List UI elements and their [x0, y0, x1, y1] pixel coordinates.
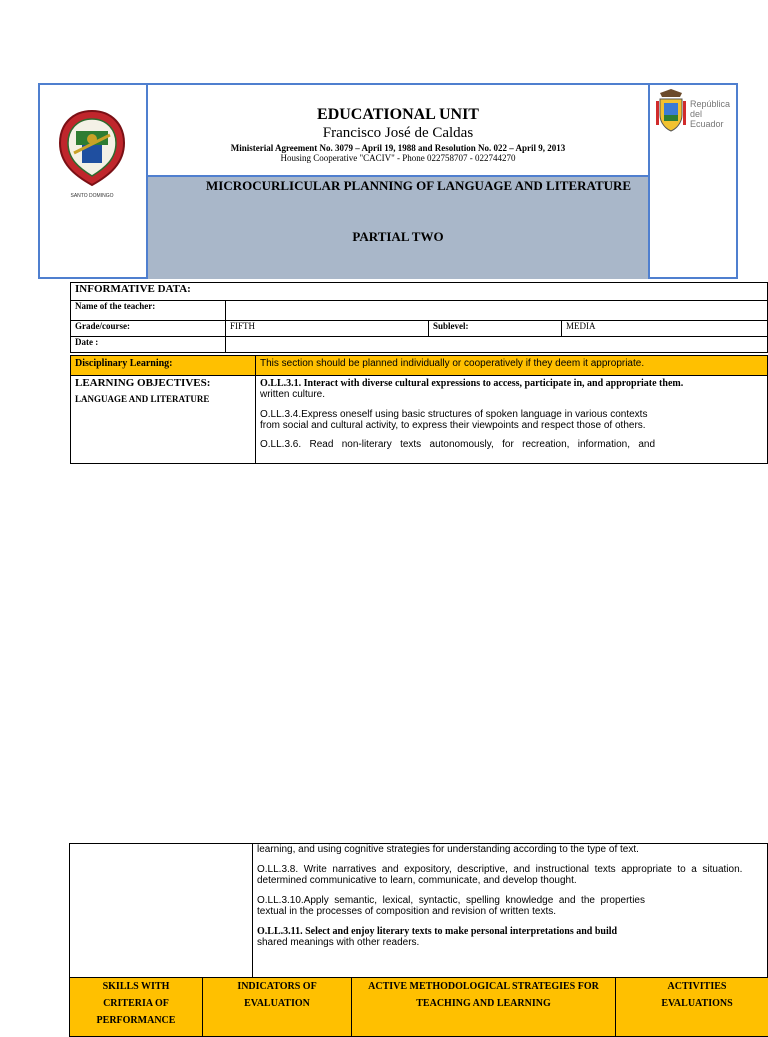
continued-table — [69, 843, 768, 978]
skills-header — [70, 978, 203, 1037]
objectives-label-cell — [71, 376, 256, 464]
obj3-line1: O.LL.3.6. Read non-literary texts autonomously, for recreation, information, and — [260, 439, 763, 450]
teacher-value[interactable] — [226, 301, 768, 321]
strategies-header-line2: TEACHING AND LEARNING — [356, 995, 611, 1012]
flag-text-line1: República — [690, 99, 738, 109]
obj6-bold: O.LL.3.11. Select and enjoy literary texts to make personal interpretations and build — [257, 926, 763, 937]
obj3-line2: learning, and using cognitive strategies for understanding according to the type of text. — [257, 844, 763, 855]
strategies-header — [352, 978, 616, 1037]
agreement-text: Ministerial Agreement No. 3079 – April 19, 1988 and Resolution No. 022 – April 9, 2013 — [148, 143, 648, 153]
planning-title: MICROCURLICULAR PLANNING OF LANGUAGE AND LITERATURE — [206, 178, 631, 194]
continued-left-cell — [70, 844, 253, 978]
disciplinary-text: This section should be planned individually or cooperatively if they deem it appropriate. — [256, 356, 768, 376]
indicators-header — [203, 978, 352, 1037]
objectives-text-cell — [256, 376, 768, 464]
obj5-line2: textual in the processes of composition and revision of written texts. — [257, 906, 763, 917]
sublevel-value: MEDIA — [562, 321, 768, 337]
obj4-line2: determined communicative to learn, communicate, and develop thought. — [257, 875, 763, 886]
svg-text:SANTO DOMINGO: SANTO DOMINGO — [71, 193, 114, 199]
sublevel-label: Sublevel: — [429, 321, 562, 337]
indicators-header-line2: EVALUATION — [207, 995, 347, 1012]
ecuador-shield-icon — [654, 89, 688, 133]
informative-title: INFORMATIVE DATA: — [71, 283, 768, 301]
school-name: Francisco José de Caldas — [148, 125, 648, 142]
obj2-line1: O.LL.3.4.Express oneself using basic structures of spoken language in various contexts — [260, 409, 763, 420]
skills-header-line3: PERFORMANCE — [74, 1012, 198, 1029]
school-logo-cell — [38, 83, 148, 279]
activities-header-line1: ACTIVITIES — [620, 978, 768, 995]
address-text: Housing Cooperative "CACIV" - Phone 022758707 - 022744270 — [148, 153, 648, 163]
objectives-sub: LANGUAGE AND LITERATURE — [75, 394, 251, 404]
flag-text-line2: del Ecuador — [690, 109, 738, 129]
obj5-line1: O.LL.3.10.Apply semantic, lexical, syntactic, spelling knowledge and the properties — [257, 895, 763, 906]
date-label: Date : — [71, 337, 226, 353]
obj6-line2: shared meanings with other readers. — [257, 937, 763, 948]
obj1-rest: written culture. — [260, 389, 763, 400]
objectives-label: LEARNING OBJECTIVES: — [75, 377, 251, 389]
skills-header-line2: CRITERIA OF — [74, 995, 198, 1012]
date-value[interactable] — [226, 337, 768, 353]
government-logo-cell — [648, 83, 738, 279]
activities-header — [616, 978, 768, 1037]
informative-table — [70, 282, 768, 353]
teacher-label: Name of the teacher: — [71, 301, 226, 321]
continued-text-cell — [253, 844, 768, 978]
obj1-bold: O.LL.3.1. Interact with diverse cultural expressions to access, participate in, and appropriate them. — [260, 378, 763, 389]
flag-text — [690, 99, 738, 129]
activities-header-line2: EVALUATIONS — [620, 995, 768, 1012]
disciplinary-label: Disciplinary Learning: — [71, 356, 256, 376]
obj2-line2: from social and cultural activity, to express their viewpoints and respect those of others. — [260, 420, 763, 431]
unit-title: EDUCATIONAL UNIT — [148, 106, 648, 124]
obj4-line1: O.LL.3.8. Write narratives and expository, descriptive, and instructional texts appropriate to a situation. — [257, 864, 763, 875]
skills-header-line1: SKILLS WITH — [74, 978, 198, 995]
grade-value: FIFTH — [226, 321, 429, 337]
grade-label: Grade/course: — [71, 321, 226, 337]
learning-table — [70, 355, 768, 464]
columns-header-table — [69, 977, 768, 1037]
indicators-header-line1: INDICATORS OF — [207, 978, 347, 995]
school-crest-icon — [52, 105, 132, 205]
strategies-header-line1: ACTIVE METHODOLOGICAL STRATEGIES FOR — [356, 978, 611, 995]
partial-title: PARTIAL TWO — [148, 229, 648, 245]
